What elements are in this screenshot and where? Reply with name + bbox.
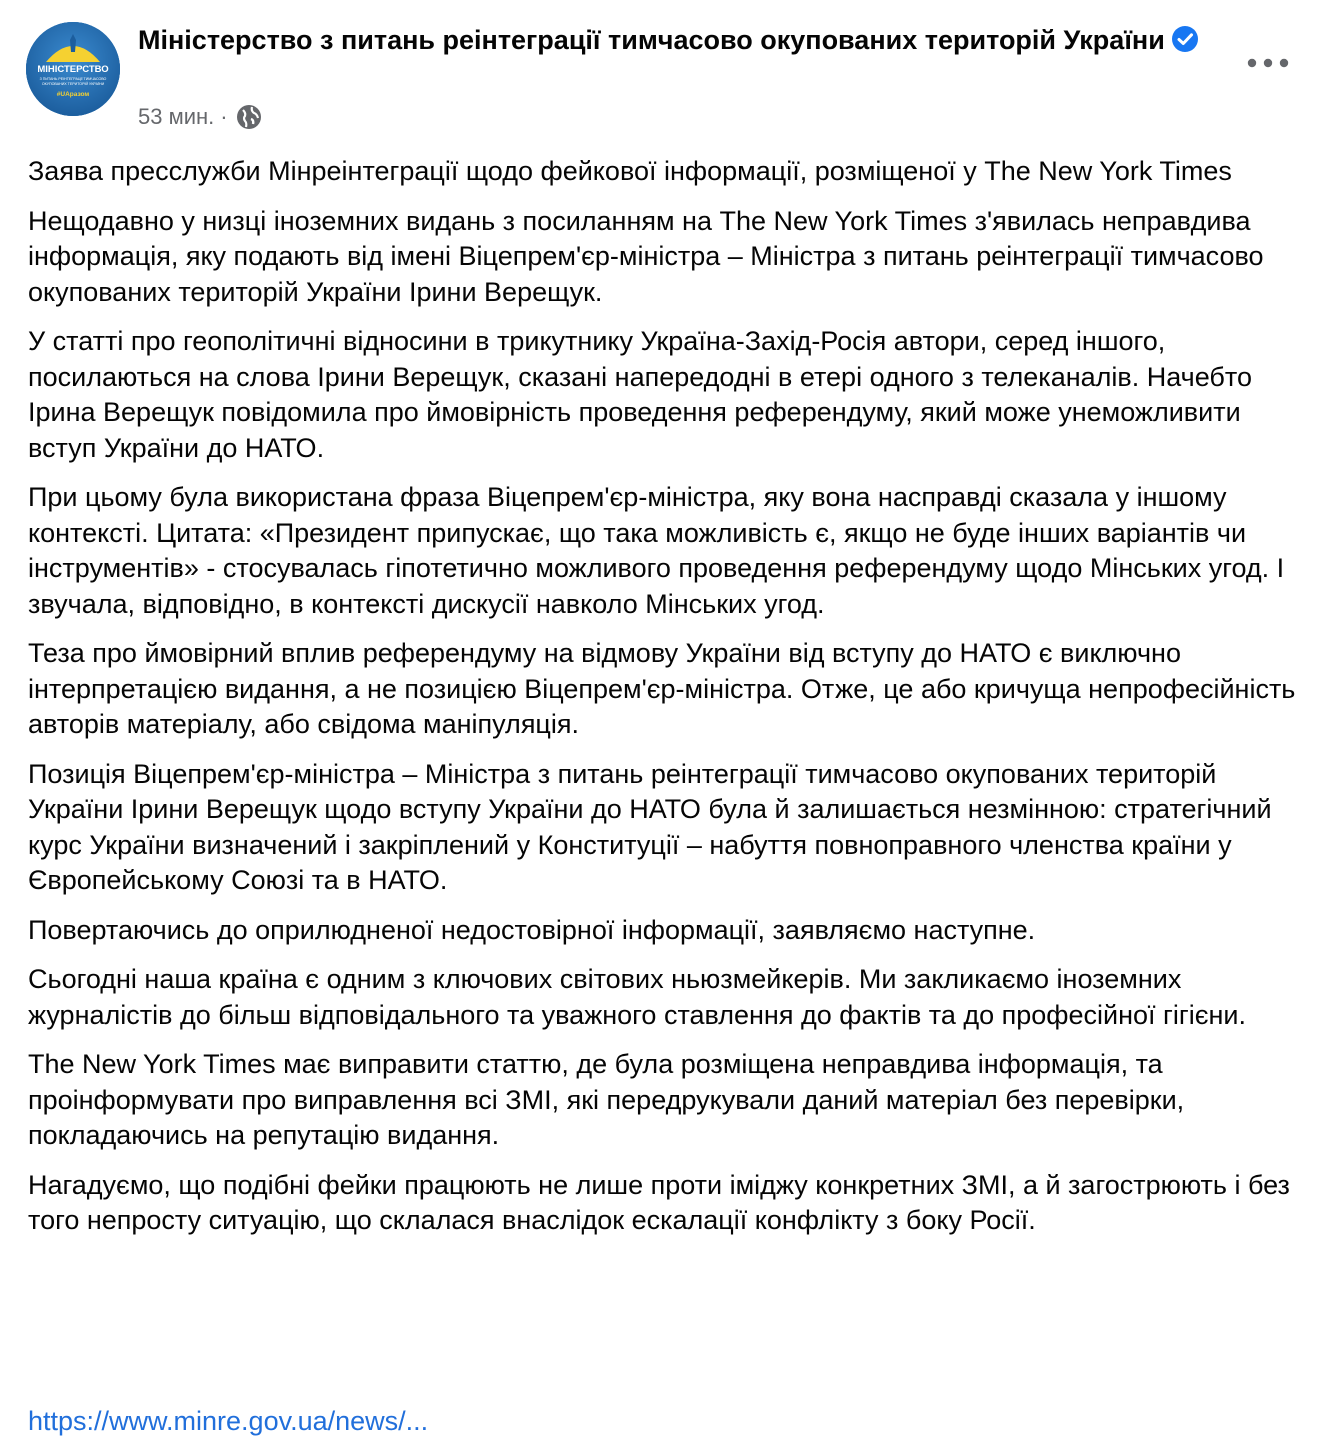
ministry-logo bbox=[26, 22, 120, 116]
post-paragraph: Нещодавно у низці іноземних видань з посиланням на The New York Times з'явилась неправдива інформація, яку подають від імені Віцепрем'єр-міністра – Міністра з питань реінтеграції тимчасово окупованих територій України Ірини Верещук. bbox=[28, 205, 1264, 307]
post-paragraph: Повертаючись до оприлюдненої недостовірної інформації, заявляємо наступне. bbox=[28, 914, 1036, 945]
page-avatar[interactable] bbox=[26, 22, 120, 116]
post-paragraph: У статті про геополітичні відносини в трикутнику Україна-Захід-Росія автори, серед іншого, посилаються на слова Ірини Верещук, сказані напередодні в етері одного з телеканалів. Начебто Ірина Верещук повідомила про ймовірність проведення референдуму, який може унеможливити вступ України до НАТО. bbox=[28, 326, 1252, 463]
avatar-subtitle-1: З ПИТАНЬ РЕІНТЕГРАЦІЇ ТИМЧАСОВО bbox=[39, 77, 107, 81]
verified-badge-icon bbox=[1171, 25, 1199, 53]
post-paragraph: При цьому була використана фраза Віцепрем'єр-міністра, яку вона насправді сказала у іншому контексті. Цитата: «Президент припускає, що така можливість є, якщо не буде інших варіантів чи інструментів» - стосувалась гіпотетично можливого проведення референдуму щодо Мінських угод. І звучала, відповідно, в контексті дискусії навколо Мінських угод. bbox=[28, 482, 1285, 619]
page-name[interactable] bbox=[138, 22, 1218, 58]
avatar-hashtag: #UAразом bbox=[56, 91, 90, 98]
post-paragraph: Сьогодні наша країна є одним з ключових світових ньюзмейкерів. Ми закликаємо іноземних журналістів до більш відповідального та уважного ставлення до фактів та до професійної гігієни. bbox=[28, 964, 1247, 1030]
post-timestamp[interactable]: 53 мин. bbox=[138, 104, 215, 129]
post-header bbox=[0, 0, 1334, 150]
post-link[interactable] bbox=[28, 1406, 668, 1436]
meta-separator: · bbox=[220, 104, 228, 129]
post-text bbox=[28, 154, 1312, 1253]
globe-icon[interactable] bbox=[236, 104, 262, 130]
post-paragraph: Заява пресслужби Мінреінтеграції щодо фейкової інформації, розміщеної у The New York Times bbox=[28, 156, 1232, 186]
post-paragraph: Теза про ймовірний вплив референдуму на відмову України від вступу до НАТО є виключно інтерпретацією видання, а не позицією Віцепрем'єр-міністра. Отже, це або кричуща непрофесійність авторів матеріалу, або свідома маніпуляція. bbox=[28, 638, 1296, 739]
post-paragraph: The New York Times має виправити статтю, де була розміщена неправдива інформація, та проінформувати про виправлення всі ЗМІ, які передрукували даний матеріал без перевірки, покладаючись на репутацію видання. bbox=[28, 1049, 1185, 1150]
avatar-title: МІНІСТЕРСТВО bbox=[37, 64, 109, 75]
avatar-subtitle-2: ОКУПОВАНИХ ТЕРИТОРІЙ УКРАЇНИ bbox=[41, 82, 105, 86]
post-paragraph: Позиція Віцепрем'єр-міністра – Міністра з питань реінтеграції тимчасово окупованих територій України Ірини Верещук щодо вступу України до НАТО була й залишається незмінною: стратегічний курс України визначений і закріплений у Конституції – набуття повноправного членства країни у Європейському Союзі та в НАТО. bbox=[28, 758, 1272, 895]
post-link-text[interactable]: https://www.minre.gov.ua/news/... bbox=[28, 1406, 429, 1436]
post-meta bbox=[138, 102, 262, 132]
page-name-text[interactable]: Міністерство з питань реінтеграції тимчасово окупованих територій України bbox=[138, 25, 1165, 55]
more-options-icon[interactable] bbox=[1238, 48, 1298, 78]
post-paragraph: Нагадуємо, що подібні фейки працюють не лише проти іміджу конкретних ЗМІ, а й загострюють і без того непросту ситуацію, що склалася внаслідок ескалації конфлікту з боку Росії. bbox=[28, 1169, 1290, 1235]
